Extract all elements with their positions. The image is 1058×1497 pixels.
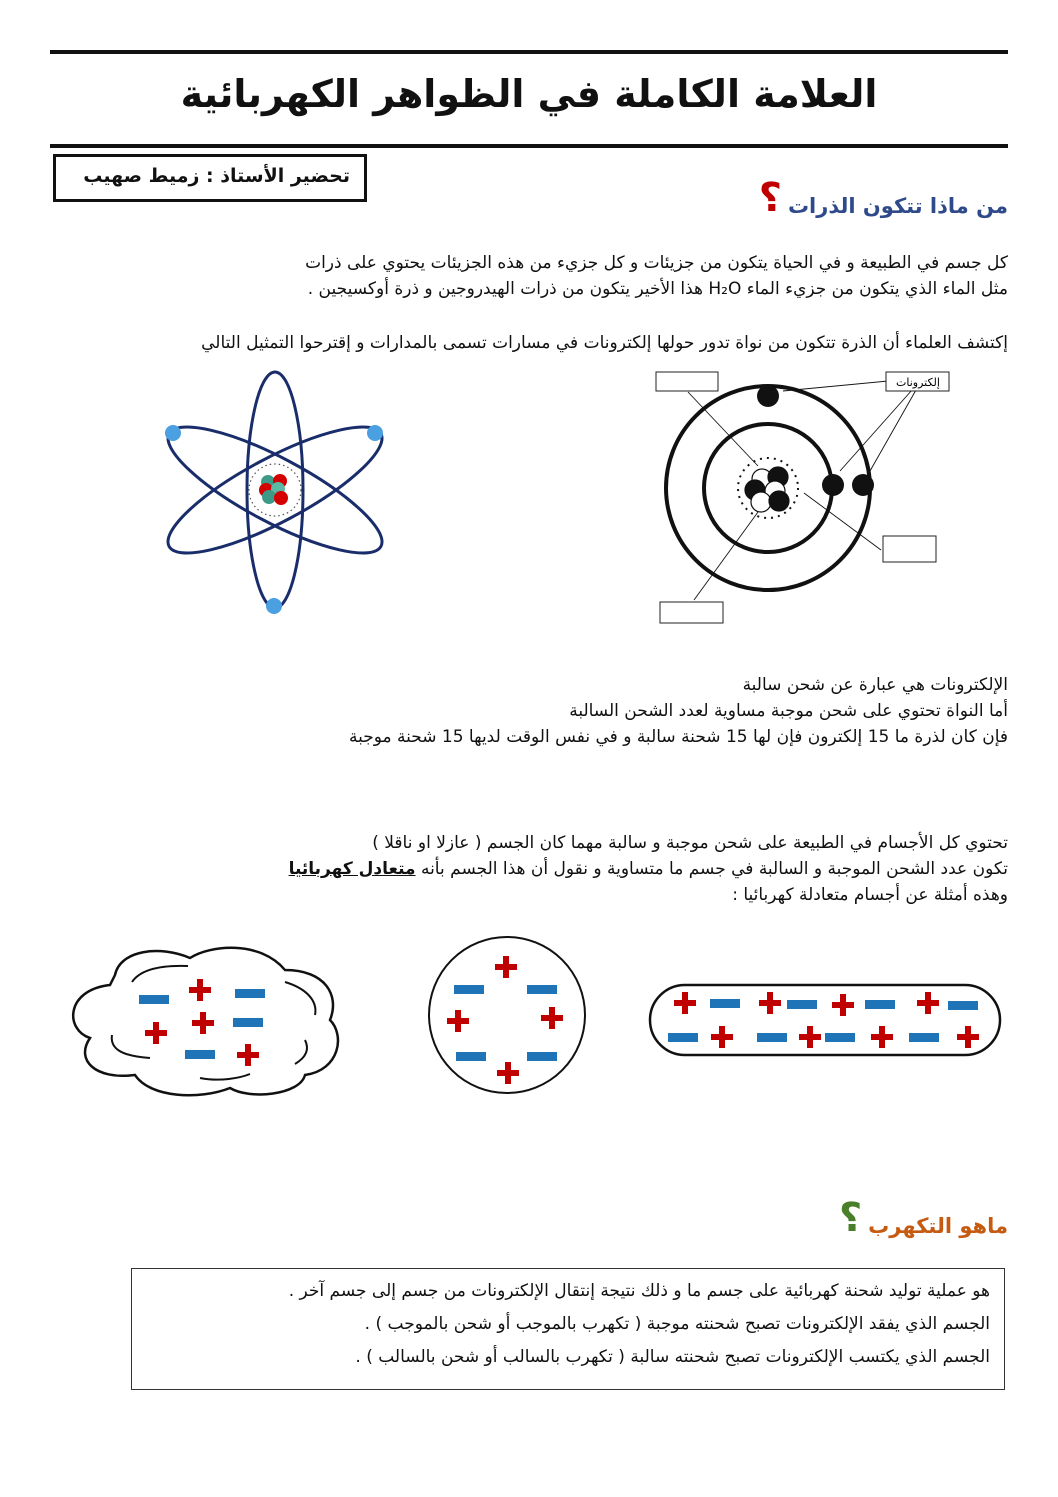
atom-model-illustration [150, 360, 400, 620]
negative-charge-icon [235, 989, 265, 998]
negative-charge-icon [233, 1018, 263, 1027]
neutrality-paragraph [289, 830, 1008, 908]
charges-paragraph [349, 672, 1008, 750]
electron-icon [757, 385, 779, 407]
negative-charge-icon [454, 985, 484, 994]
question-mark-icon: ؟ [838, 1195, 863, 1241]
electron-icon [165, 425, 181, 441]
negative-charge-icon [710, 999, 740, 1008]
neutrality-text: تكون عدد الشحن الموجبة و السالبة في جسم ما متساوية و نقول أن هذا الجسم بأنه [415, 859, 1008, 879]
negative-charge-icon [456, 1052, 486, 1061]
title-rule [50, 144, 1008, 148]
charges-line: فإن كان لذرة ما 15 إلكترون فإن لها 15 شحنة سالبة و في نفس الوقت لديها 15 شحنة موجبة [348, 727, 1008, 747]
blank-label-box[interactable] [660, 602, 723, 623]
electron-icon [852, 474, 874, 496]
negative-charge-icon [527, 985, 557, 994]
section-heading-electrification [838, 1195, 1008, 1241]
electron-icon [266, 598, 282, 614]
electrically-neutral-term: متعادل كهربائيا [288, 859, 416, 879]
intro-line: كل جسم في الطبيعة و في الحياة يتكون من جزيئات و كل جزيء من هذه الجزيئات يحتوي على ذرات [305, 253, 1008, 273]
section-heading-atoms [758, 175, 1008, 221]
definition-box [131, 1268, 1005, 1390]
neutral-body-capsule [640, 970, 1010, 1060]
charges-line: أما النواة تحتوي على شحن موجبة مساوية لعدد الشحن السالبة [569, 701, 1008, 721]
blank-label-box[interactable] [656, 372, 718, 391]
intro-paragraph [305, 250, 1008, 302]
author-box [53, 154, 367, 202]
negative-charge-icon [139, 995, 169, 1004]
neutrality-line [289, 856, 1008, 882]
charges-line: الإلكترونات هي عبارة عن شحن سالبة [742, 675, 1008, 695]
neutrality-line: تحتوي كل الأجسام في الطبيعة على شحن موجبة و سالبة مهما كان الجسم ( عازلا او ناقلا ) [372, 833, 1008, 853]
electron-icon [822, 474, 844, 496]
page-title: العلامة الكاملة في الظواهر الكهربائية [180, 72, 878, 116]
negative-charge-icon [527, 1052, 557, 1061]
discovery-line: إكتشف العلماء أن الذرة تتكون من نواة تدور حولها إلكترونات في مسارات تسمى بالمدارات و إقترحوا التمثيل التالي [201, 333, 1008, 353]
heading-text: ماهو التكهرب [868, 1214, 1008, 1238]
definition-line: الجسم الذي يفقد الإلكترونات تصبح شحنته موجبة ( تكهرب بالموجب أو شحن بالموجب ) . [364, 1314, 990, 1334]
neutrality-line: وهذه أمثلة عن أجسام متعادلة كهربائيا : [732, 885, 1008, 905]
negative-charge-icon [757, 1033, 787, 1042]
negative-charge-icon [668, 1033, 698, 1042]
negative-charge-icon [787, 1000, 817, 1009]
author-label: تحضير الأستاذ : زميط صهيب [83, 165, 350, 187]
negative-charge-icon [185, 1050, 215, 1059]
top-rule [50, 50, 1008, 54]
negative-charge-icon [865, 1000, 895, 1009]
negative-charge-icon [909, 1033, 939, 1042]
neutral-body-cloud [60, 940, 350, 1100]
definition-line: الجسم الذي يكتسب الإلكترونات تصبح شحنته سالبة ( تكهرب بالسالب أو شحن بالسالب ) . [355, 1347, 990, 1367]
nucleus-icon [259, 474, 288, 505]
question-mark-icon: ؟ [758, 175, 782, 221]
electrons-label: إلكترونات [896, 376, 940, 389]
neutral-body-circle [420, 930, 600, 1100]
negative-charge-icon [948, 1001, 978, 1010]
blank-label-box[interactable] [883, 536, 936, 562]
heading-text: من ماذا تتكون الذرات [787, 194, 1008, 218]
definition-line: هو عملية توليد شحنة كهربائية على جسم ما و ذلك نتيجة إنتقال الإلكترونات من جسم إلى جسم آخر . [288, 1281, 990, 1301]
discovery-paragraph [201, 330, 1008, 356]
labeled-atom-diagram [640, 360, 970, 640]
intro-line: مثل الماء الذي يتكون من جزيء الماء H₂O هذا الأخير يتكون من ذرات الهيدروجين و ذرة أوكسيجين . [307, 279, 1008, 299]
negative-charge-icon [825, 1033, 855, 1042]
electron-icon [367, 425, 383, 441]
